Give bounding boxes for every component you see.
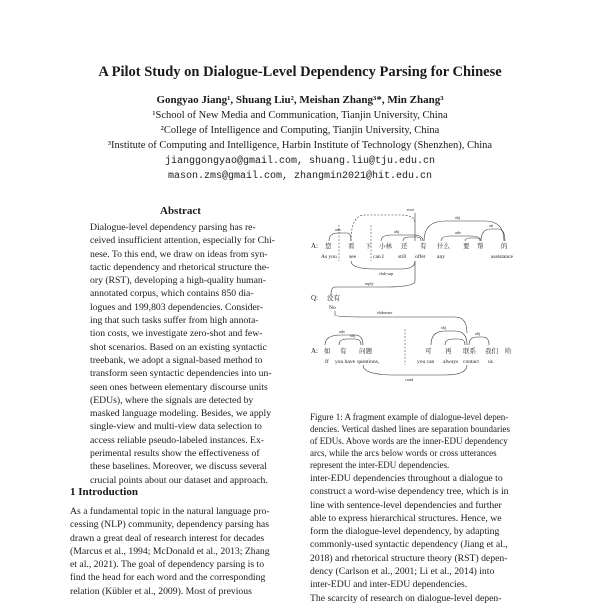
caption-line: arcs, while the arcs below words or cross utterances: [310, 448, 497, 458]
token-zh: 下: [365, 243, 372, 250]
author-list: Gongyao Jiang¹, Shuang Liu², Meishan Zhang³*, Min Zhang³: [156, 94, 444, 106]
inter-edu-arc-below: [363, 365, 467, 375]
token-zh: 的: [501, 243, 508, 250]
token-zh: 看: [348, 243, 355, 250]
abstract-line: crucial points about our dataset and approach.: [90, 474, 268, 486]
paper-title: A Pilot Study on Dialogue-Level Dependency Parsing for Chinese: [98, 64, 502, 80]
affiliation-3: ³Institute of Computing and Intelligence, Harbin Institute of Technology (Shenzhen), China: [107, 140, 493, 151]
body-line: form the dialogue-level dependency, by adapting: [310, 526, 500, 538]
figure-caption: [310, 411, 532, 471]
affiliation-2: ²College of Intelligence and Computing, Tianjin University, China: [160, 125, 440, 136]
speaker-a1-label: A:: [311, 242, 318, 250]
token-en: contact: [463, 359, 479, 365]
cross-utterance-arc: [335, 311, 467, 333]
token-en: If: [325, 359, 329, 365]
body-line: construct a word-wise dependency tree, which is in: [310, 486, 509, 498]
inner-edu-arcs-1: [329, 221, 505, 241]
utterance-a2-chinese: [324, 346, 512, 355]
arc-label: adv: [335, 227, 342, 232]
intro-line: cessing (NLP) community, dependency parsing has: [70, 519, 269, 531]
abstract-line: access reliable pseudo-labeled instances. Ex-: [90, 434, 265, 446]
token-en: still: [398, 254, 407, 260]
utterance-a1-chinese: [325, 241, 508, 250]
email-line-2: mason.zms@gmail.com, zhangmin2021@hit.edu.cn: [167, 171, 433, 182]
abstract-line: logues and 199,803 dependencies. Consider-: [90, 301, 264, 313]
abstract-line: these baselines. Moreover, we discuss several: [90, 461, 267, 473]
token-en: us: [488, 359, 493, 365]
caption-line: of EDUs. Above words are the inner-EDU dependency: [310, 436, 508, 446]
token-zh: 帮: [477, 243, 484, 250]
utterance-a2-english: [325, 358, 493, 365]
caption-line: represent the inter-EDU dependencies.: [310, 460, 450, 470]
token-zh: 再: [445, 348, 452, 355]
abstract-line: tactic dependency and rhetorical structure the-: [90, 261, 270, 273]
abstract-line: ceived insufficient attention, especially for Chi-: [90, 235, 275, 247]
caption-line: dencies. Vertical dashed lines are separation boundaries: [310, 424, 511, 434]
email-line-1: jianggongyao@gmail.com, shuang.liu@tju.edu.cn: [164, 156, 436, 167]
token-en: you can: [417, 359, 435, 365]
token-zh: 什么: [437, 243, 450, 250]
intro-line: et al., 2021). The goal of dependency parsing is to: [70, 559, 265, 571]
abstract-line: single-view and multi-view data selection to: [90, 421, 262, 433]
token-en: see: [349, 254, 357, 260]
abstract-heading: Abstract: [160, 205, 201, 217]
intro-line: As a fundamental topic in the natural language pro-: [70, 506, 270, 517]
abstract-line: tion costs, we investigate zero-shot and few-: [90, 328, 263, 340]
body-line: dency (Carlson et al., 2001; Li et al., 2014) into: [310, 566, 495, 578]
dependency-figure: [305, 203, 537, 403]
abstract-body: [90, 221, 290, 487]
abstract-line: masked language modeling. Besides, we apply: [90, 408, 272, 420]
abstract-line: annotated corpus, which contains 850 dia-: [90, 288, 254, 300]
arc-label: reply: [365, 281, 374, 286]
cross-utterance-arc: [331, 261, 415, 295]
arc-label: obj: [475, 331, 481, 336]
speaker-a2-label: A:: [311, 347, 318, 355]
token-zh: 联系: [463, 348, 476, 355]
token-en: questions,: [357, 359, 380, 365]
intro-line: (Marcus et al., 1994; McDonald et al., 2013; Zhang: [70, 545, 270, 557]
token-en: As you: [321, 254, 337, 260]
arc-label: adv: [455, 230, 462, 235]
token-en: you have: [335, 359, 356, 365]
abstract-line: perimental results show the effectiveness of: [90, 448, 260, 460]
token-zh: 小林: [379, 243, 392, 250]
token-zh: 可: [425, 348, 432, 355]
arc-label: sbj: [441, 325, 446, 330]
token-zh: 如: [324, 348, 331, 355]
token-zh: 有: [420, 243, 427, 250]
token-zh: 有: [340, 348, 347, 355]
abstract-line: transform seen syntactic dependencies into un-: [90, 368, 272, 380]
abstract-line: shot scenarios. Based on an existing syntactic: [90, 341, 267, 353]
token-en: always: [443, 359, 459, 365]
abstract-line: (EDUs), where the signals are detected by: [90, 394, 254, 406]
utterance-a1-english: [321, 253, 514, 260]
body-line: line with sentence-level dependencies and further: [310, 499, 502, 511]
intro-heading: 1 Introduction: [70, 486, 138, 498]
arc-label: obj: [394, 229, 400, 234]
body-line: inter-EDU and inter-EDU dependencies.: [310, 579, 468, 591]
arc-label: sbj: [350, 333, 355, 338]
arc-label: elaborate: [377, 310, 393, 315]
token-zh: 问题: [359, 348, 372, 355]
right-column-body: [310, 472, 532, 605]
abstract-line: ory (RST), developing a high-quality human-: [90, 275, 266, 287]
token-en: assistance: [491, 254, 513, 260]
abstract-line: nese. To this end, we draw on ideas from syn-: [90, 248, 268, 260]
arc-label: sbj: [455, 215, 460, 220]
intro-line: drawn a great deal of research interest for decades: [70, 532, 265, 544]
token-en: any: [437, 254, 445, 260]
token-zh: 我们: [485, 348, 498, 355]
abstract-line: ing that such tasks suffer from high annota-: [90, 315, 259, 327]
body-line: 2018) and rhetorical structure theory (RST) depen-: [310, 552, 508, 564]
token-zh: 哈: [505, 348, 512, 355]
affiliation-1: ¹School of New Media and Communication, Tianjin University, China: [152, 110, 448, 121]
arc-label: adv: [339, 329, 346, 334]
arc-label: att: [489, 223, 494, 228]
arc-label: elab-sup: [379, 271, 394, 276]
token-zh: 还: [401, 243, 408, 250]
inter-edu-arc-below: [351, 261, 415, 269]
arc-label: root: [407, 207, 414, 212]
intro-line: relation (Kübler et al., 2009). Most of previous: [70, 585, 252, 597]
token-zh: 没有: [327, 295, 340, 302]
speaker-q-label: Q:: [311, 294, 318, 302]
abstract-line: Dialogue-level dependency parsing has re-: [90, 222, 256, 233]
body-line: able to express hierarchical structures. Hence, we: [310, 512, 502, 524]
intro-body: [70, 505, 294, 598]
body-line: inter-EDU dependencies throughout a dialogue to: [310, 473, 503, 484]
body-line: commonly-used syntactic dependency (Jiang et al.,: [310, 539, 508, 551]
caption-line: Figure 1: A fragment example of dialogue-level depen-: [310, 412, 509, 422]
token-en: can I: [373, 254, 384, 260]
abstract-line: seen ones between elementary discourse units: [90, 381, 268, 393]
abstract-line: treebank, we adopt a signal-based method to: [90, 354, 263, 366]
arc-label: cond: [405, 377, 414, 382]
token-zh: 您: [325, 243, 332, 250]
token-en: offer: [415, 254, 426, 260]
token-zh: 要: [463, 243, 470, 250]
token-en: No: [329, 305, 336, 311]
body-line: The scarcity of research on dialogue-level depen-: [310, 592, 502, 604]
intro-line: find the head for each word and the corresponding: [70, 572, 266, 584]
